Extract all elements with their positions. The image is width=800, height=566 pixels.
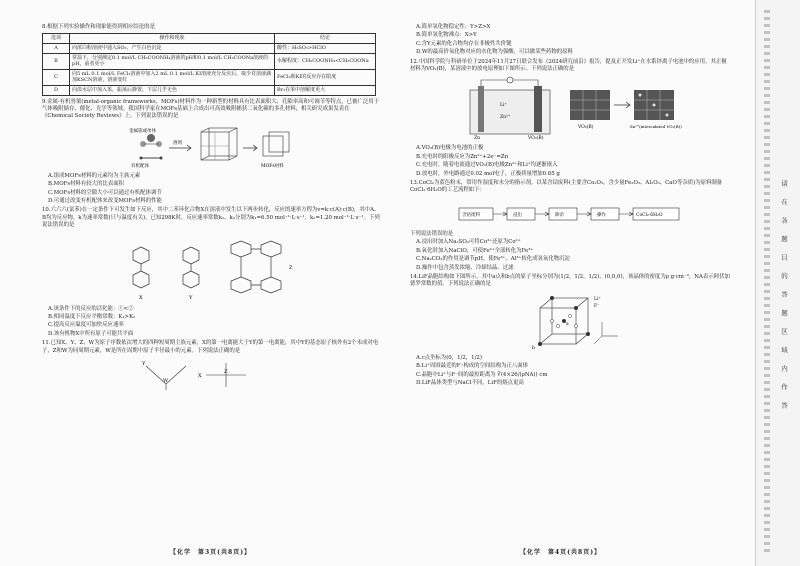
label-organic-linker: 有机配体 [131,163,149,169]
label-b: b [532,345,535,351]
crystal-structure-icon [570,90,610,120]
q8-row-c-option: C [43,69,70,85]
label-metal-cluster: 金属簇或单体 [129,128,156,134]
flow-step-3: 除杂 [555,212,564,218]
label-solvent: 溶剂 [173,140,182,146]
mof-framework-icon [201,128,237,160]
q8-col-option: 选项 [43,34,70,44]
mofs-diagram [121,124,301,170]
macrocycle-icon [231,241,281,293]
mof-unit-cell-icon [263,132,289,156]
label-vo2b-structure: VO₂(B) [578,125,594,131]
label-mofs: MOFs材料 [261,163,284,169]
question-8 [42,24,380,96]
q12-option-c: C.充电时，随着电流通过VO₂(B)电极Zn²⁺和Li⁺均逐渐嵌入 [416,162,558,169]
question-13 [410,180,730,272]
bulb-icon [507,77,513,83]
q8-row-d-operation: 向溴水层中加入苯，振荡后静置，下层几乎无色 [70,85,275,95]
table-row [43,85,376,95]
zn-electrode [478,86,484,132]
q8-header-row [43,34,376,44]
q14-option-c: C.晶胞中Li⁺与F⁻间的最短距离为 ∛(4×26/(ρNA)) cm [416,371,548,378]
flow-step-1: 含钴废料 [462,212,480,218]
label-x: X [198,373,202,380]
label-vo2b: VO₂(B) [528,136,544,142]
label-zn2: Zn²⁺ [500,115,511,121]
q14-stem: 14.LiF晶胞结构如下图所示，其中a点和b点的原子坐标分别为(1/2，1/2，1/2)、(0,0,0)，该晶体的密度为ρ g·cm⁻³，NA表示阿伏加德罗常数的值。下列说法正确的是 [410,273,730,288]
label-li-ion: Li⁺ [594,296,601,302]
label-w: W [163,378,169,385]
q13-option-c: C.Na₂CO₃的作用是调节pH，使Fe³⁺、Al³⁺转化成氢氧化物沉淀 [416,256,570,263]
q8-row-c-conclusion: FeCl₃和KI的反应存在限度 [275,69,376,85]
process-flow-diagram [455,198,685,228]
label-z: Z [224,369,228,376]
table-row [43,44,376,54]
label-li: Li⁺ [500,103,507,109]
q13-option-d: D.操作中包含蒸发浓缩、冷却结晶、过滤 [416,264,514,271]
q8-row-b-option: B [43,53,70,69]
label-a: a [566,321,569,327]
q8-row-a-conclusion: 酸性：H₂SO₃>HClO [275,44,376,54]
metal-cluster-icon [140,134,162,147]
table-row [43,53,376,69]
vo2-electrode [534,86,542,132]
q8-table [42,33,376,95]
q10-option-a: A.该条件下的反应的活化能：①<② [48,305,134,312]
page-footer-4: 【化学 第4页(共8页)】 [520,549,602,556]
q12-option-d: D.放电时，外电路通过0.02 mol电子，正极质量增加0.65 g [416,170,560,177]
q13-stem: 13.CoCl₂为蓝色粉末，常用作湿度和水分的指示剂。以某含钴废料(主要含Co₂O₃，含少量Fe₂O₃、Al₂O₃、CaO等杂质)为原料制备CoCl₂·6H₂O的工艺流程如下： [410,180,723,194]
q13-option-a: A.浸出时加入Na₂SO₃可将Co³⁺还原为Co²⁺ [416,239,521,246]
q11-option-a: A.简单氢化物稳定性：Y>Z>X [416,24,491,30]
q10-option-c: C.提高反应温度可加快反应速率 [48,322,124,329]
question-10 [42,207,380,338]
flow-step-5: CoCl₂·6H₂O [636,212,663,218]
q8-row-d-conclusion: Br₂在苯中溶解度更大 [275,85,376,95]
q8-col-conclusion: 结论 [275,34,376,44]
q8-row-c-operation: 向5 mL 0.1 mol/L FeCl₃溶液中加入2 mL 0.1 mol/L KI溶液充分反应后，取少许溶液滴加KSCN溶液，溶液变红 [70,69,275,85]
left-page [42,22,380,395]
arrow-icon [243,145,257,151]
question-12 [410,59,730,178]
arrow-icon [614,102,630,108]
question-9 [42,99,380,206]
flow-step-2: 浸出 [513,212,522,218]
q8-row-a-operation: 向浓白粉溶液中通入SO₂，产生白色沉淀 [70,44,275,54]
q9-stem: 9.金属-有机骨架(metal-organic frameworks，MOFs)材料作为一种新型的材料具有比表面积大、孔隙率高和可调节等特点，已被广泛用于气体吸附储存、催化、光学等领域。我国科学家在MOFs基础上合成出可高效吸附捕获二氧化碳的多孔材料，相关研究成果发表在《Chemical Society Reviews》上。下列说法错误的是 [42,98,380,120]
q14-option-d: D.LiF晶体类型与NaCl不同，LiF的熔点更高 [416,379,524,386]
question-11 [42,340,380,392]
q13-option-b: B.氧化时加入NaClO，可使Fe²⁺全部转化为Fe³⁺ [416,247,534,254]
label-intercalated: Zn²⁺(intercalated VO₂(B)) [630,124,682,130]
label-z: Z [289,264,293,271]
q12-option-b: B.充电时的阳极反应为Zn²⁺+2e⁻=Zn [416,153,509,160]
benzene-ring-icon [183,247,199,288]
question-11-options [410,24,730,57]
q14-option-a: A.c点坐标为(0，1/2，1/2) [416,354,482,361]
organic-structure-diagram [111,233,311,303]
q11-option-d: D.W的最高价氧化物对应的水化物为强酸，可以做某些药物的原料 [416,49,573,56]
label-y: Y [142,361,146,368]
benzene-ring-icon [133,247,149,288]
intercalated-structure-icon [634,90,674,120]
battery-diagram [450,76,690,142]
right-page [410,22,730,389]
label-x: X [139,294,143,301]
flow-step-4: 操作 [597,212,606,218]
margin-instruction: 请在各题目的答题区域内作答 [780,180,788,421]
q8-row-d-option: D [43,85,70,95]
table-row [43,69,376,85]
q9-option-a: A.组成MOFs材料的元素均为主族元素 [48,172,141,179]
axes-icon [594,322,618,344]
q8-col-operation: 操作和现象 [70,34,275,44]
organic-linker-icon [140,156,163,159]
q12-option-a: A.VO₂(B)电极为电池的正极 [416,145,484,152]
label-f-ion: F⁻ [594,303,600,309]
binding-margin [755,0,800,566]
q8-row-b-operation: 常温下，分别测定0.1 mol/L CH₃COONH₄溶液的pH和0.1 mol/L CH₃COONa溶液的pH，前者更小 [70,53,275,69]
q12-stem: 12.中国科学院与科研单位于2024年11月27日联合发布《2024研究前沿》报告，提及正开发Li⁺在水系锌离子电池中的应用，其正极材料为VO₂(B)，某溶液中的放电原理如下图所示。下列说法正确的是 [410,58,727,73]
q9-option-b: B.MOFs材料有较大的比表面积 [48,181,125,188]
cut-line [764,10,770,556]
q11-option-c: C.含Y元素的化合物均存在非极性共价键 [416,40,512,47]
q9-option-c: C.MOFs材料的空隙大小可以通过有机配体调节 [48,189,162,196]
q14-option-b: B.Li⁺周围最近的F⁻构成的空间结构为正八面体 [416,363,529,370]
q10-option-d: D.该有机物X中所有原子可能共平面 [48,330,134,337]
label-zn: Zn [474,136,481,142]
q10-option-b: B.相同温度下反应平衡常数：K₁>K₂ [48,314,136,321]
page-footer-3: 【化学 第3页(共8页)】 [170,549,252,556]
q11-structure-diagram [136,358,286,392]
label-y: Y [189,294,193,301]
q9-option-d: D.可通过改变有机配体来改变MOFs材料的性能 [48,198,162,204]
q11-option-b: B.简单氢化物沸点：X>Y [416,32,477,39]
q11-stem: 11.已知X、Y、Z、W为原子序数依次增大的四种短周期主族元素，X的第一电离能大于Y的第一电离能，其中Y的基态原子核外有2个未成对电子，Z和W为同周期元素，W是所在周期中原子半径最小的元素。下列说法正确的是 [42,340,379,354]
q8-row-b-conclusion: 水解程度：CH₃COONH₄<CH₃COONa [275,53,376,69]
q10-stem: 10.六六六(氯苯)在一定条件下可发生如下反应，其中二苯环化合物X在溶液中发生以下两步转化，反应的速率方程为v=k·c(A)·c(B)，其中A、B均为反应物，k为速率常数(只与温度有关)。已知298K时，反应速率常数k₁、k₂分别为k₁=6.50 mol⁻¹·L·s⁻¹，k₂=1.20 mol⁻¹·L·s⁻¹。下列说法错误的是 [42,207,380,229]
q8-stem: 8.根据下列实验操作和现象能得到相应结论的是 [42,24,155,30]
q13-intro: 下列说法错误的是 [410,230,454,237]
lif-unit-cell-diagram [510,292,630,352]
question-14 [410,274,730,387]
q8-row-a-option: A [43,44,70,54]
